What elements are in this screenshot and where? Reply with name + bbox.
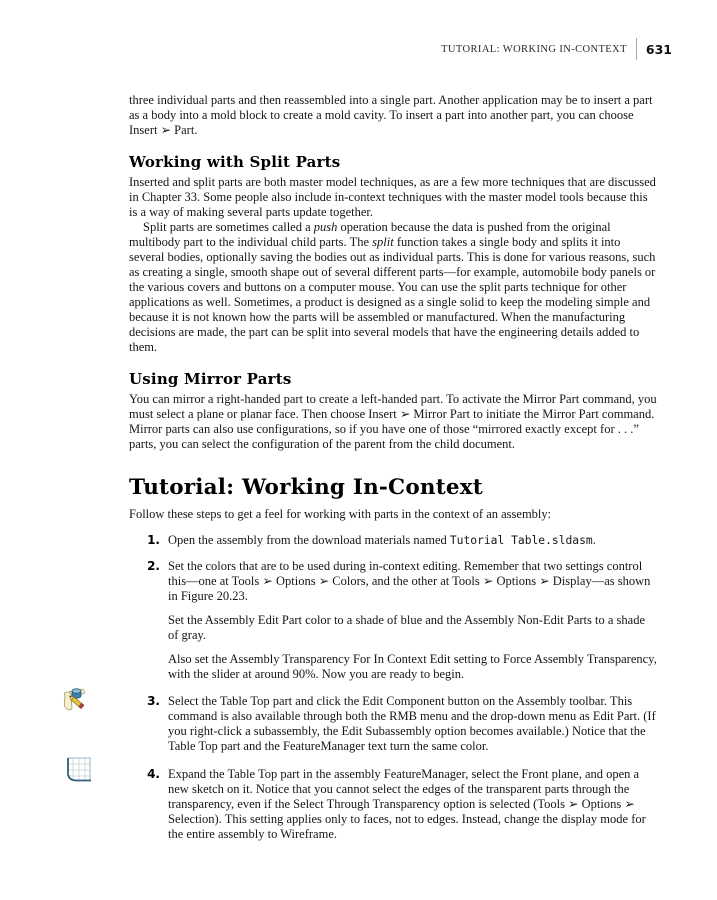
- step-1-filename: Tutorial Table.sldasm: [449, 534, 593, 547]
- step-2-subparagraph-2: Also set the Assembly Transparency For In Context Edit setting to Force Assembly Transparency, with the slider at around 90%. Now you are ready to begin.: [168, 652, 657, 681]
- continuation-paragraph: three individual parts and then reassembled into a single part. Another application may be to insert a part as a body into a mold block to create a mold cavity. To insert a part into another part, you can choose Insert ➢ Part.: [129, 93, 653, 137]
- step-2-number: 2.: [147, 559, 160, 573]
- sketch-grid-icon: [63, 755, 93, 794]
- split-paragraph-1: Inserted and split parts are both master model techniques, as are a few more techniques that are discussed in Chapter 33. Some people also include in-context techniques with the master model tools because this is a way of making several parts update together.: [129, 175, 656, 219]
- step-2-text: Set the colors that are to be used during in-context editing. Remember that two settings control this—one at Tools ➢ Options ➢ Colors, and the other at Tools ➢ Options ➢ Display—as shown in Figure 20.23.: [168, 559, 651, 603]
- split-para2-seg1: Split parts are sometimes called a: [143, 220, 314, 234]
- running-title: TUTORIAL: WORKING IN-CONTEXT: [441, 43, 627, 55]
- mirror-paragraph: You can mirror a right-handed part to create a left-handed part. To activate the Mirror Part command, you must select a plane or planar face. Then choose Insert ➢ Mirror Part to initiate the Mirror Part command. Mirror parts can also use configurations, so if you have one of those “mirrored exactly except for . . .” parts, you can select the configuration of the parent from the child document.: [129, 392, 657, 451]
- step-4-body: [168, 767, 657, 842]
- heading-using-mirror-parts: Using Mirror Parts: [129, 370, 292, 388]
- step-1-text-pre: Open the assembly from the download materials named: [168, 533, 450, 547]
- step-4-number: 4.: [147, 767, 160, 781]
- step-4-text: Expand the Table Top part in the assembly FeatureManager, select the Front plane, and open a new sketch on it. Notice that you cannot select the edges of the transparent parts through the transparency, even if the Select Through Transparency option is selected (Tools ➢ Options ➢ Selection). This setting applies only to faces, not to edges. Instead, change the display mode for the entire assembly to Wireframe.: [168, 767, 646, 841]
- step-2-subparagraph-1: Set the Assembly Edit Part color to a shade of blue and the Assembly Non-Edit Parts to a shade of gray.: [168, 613, 646, 642]
- heading-tutorial-working-in-context: Tutorial: Working In-Context: [129, 475, 483, 500]
- step-1: [129, 533, 657, 548]
- step-4: [129, 767, 657, 842]
- step-2-body: [168, 559, 657, 682]
- step-3-text: Select the Table Top part and click the Edit Component button on the Assembly toolbar. This command is also available through both the RMB menu and the drop-down menu as Edit Part. (If you right-click a subassembly, the Edit Subassembly option becomes available.) Notice that the Table Top part and the FeatureManager text turn the same color.: [168, 694, 656, 753]
- numbered-steps: [129, 533, 657, 842]
- text-column: [129, 93, 657, 842]
- split-para2-seg5: function takes a single body and splits it into several bodies, optionally saving the bodies out as individual parts. This is done for various reasons, such as creating a single, smooth shape out of several different parts—for example, automobile body panels or the various covers and buttons on a computer mouse. You can use the split parts technique for other applications as well. Sometimes, a product is designed as a single solid to keep the modeling simple and because it is not known how the parts will be assembled or manufactured. When the manufacturing decisions are made, the part can be split into several models that have the engineering details added to them.: [129, 235, 656, 354]
- step-2: [129, 559, 657, 682]
- step-3-number: 3.: [147, 694, 160, 708]
- step-3-body: [168, 694, 657, 754]
- step-1-text-post: .: [592, 533, 596, 547]
- split-paragraph-2: [129, 220, 657, 355]
- tutorial-intro: Follow these steps to get a feel for working with parts in the context of an assembly:: [129, 507, 552, 521]
- step-1-text: [168, 533, 657, 548]
- heading-working-with-split-parts: Working with Split Parts: [129, 153, 341, 171]
- step-3: [129, 694, 657, 754]
- split-para2-seg3: operation because the data is pushed from the original multibody part to the individual child parts. The: [129, 220, 611, 249]
- edit-part-icon: [59, 683, 91, 722]
- page-number: 631: [645, 41, 672, 57]
- split-para2-italic-push: push: [313, 220, 338, 234]
- step-1-body: [168, 533, 657, 548]
- running-header: [441, 38, 672, 60]
- step-1-number: 1.: [147, 533, 160, 547]
- split-para2-italic-split: split: [372, 235, 394, 249]
- header-divider: [636, 38, 637, 60]
